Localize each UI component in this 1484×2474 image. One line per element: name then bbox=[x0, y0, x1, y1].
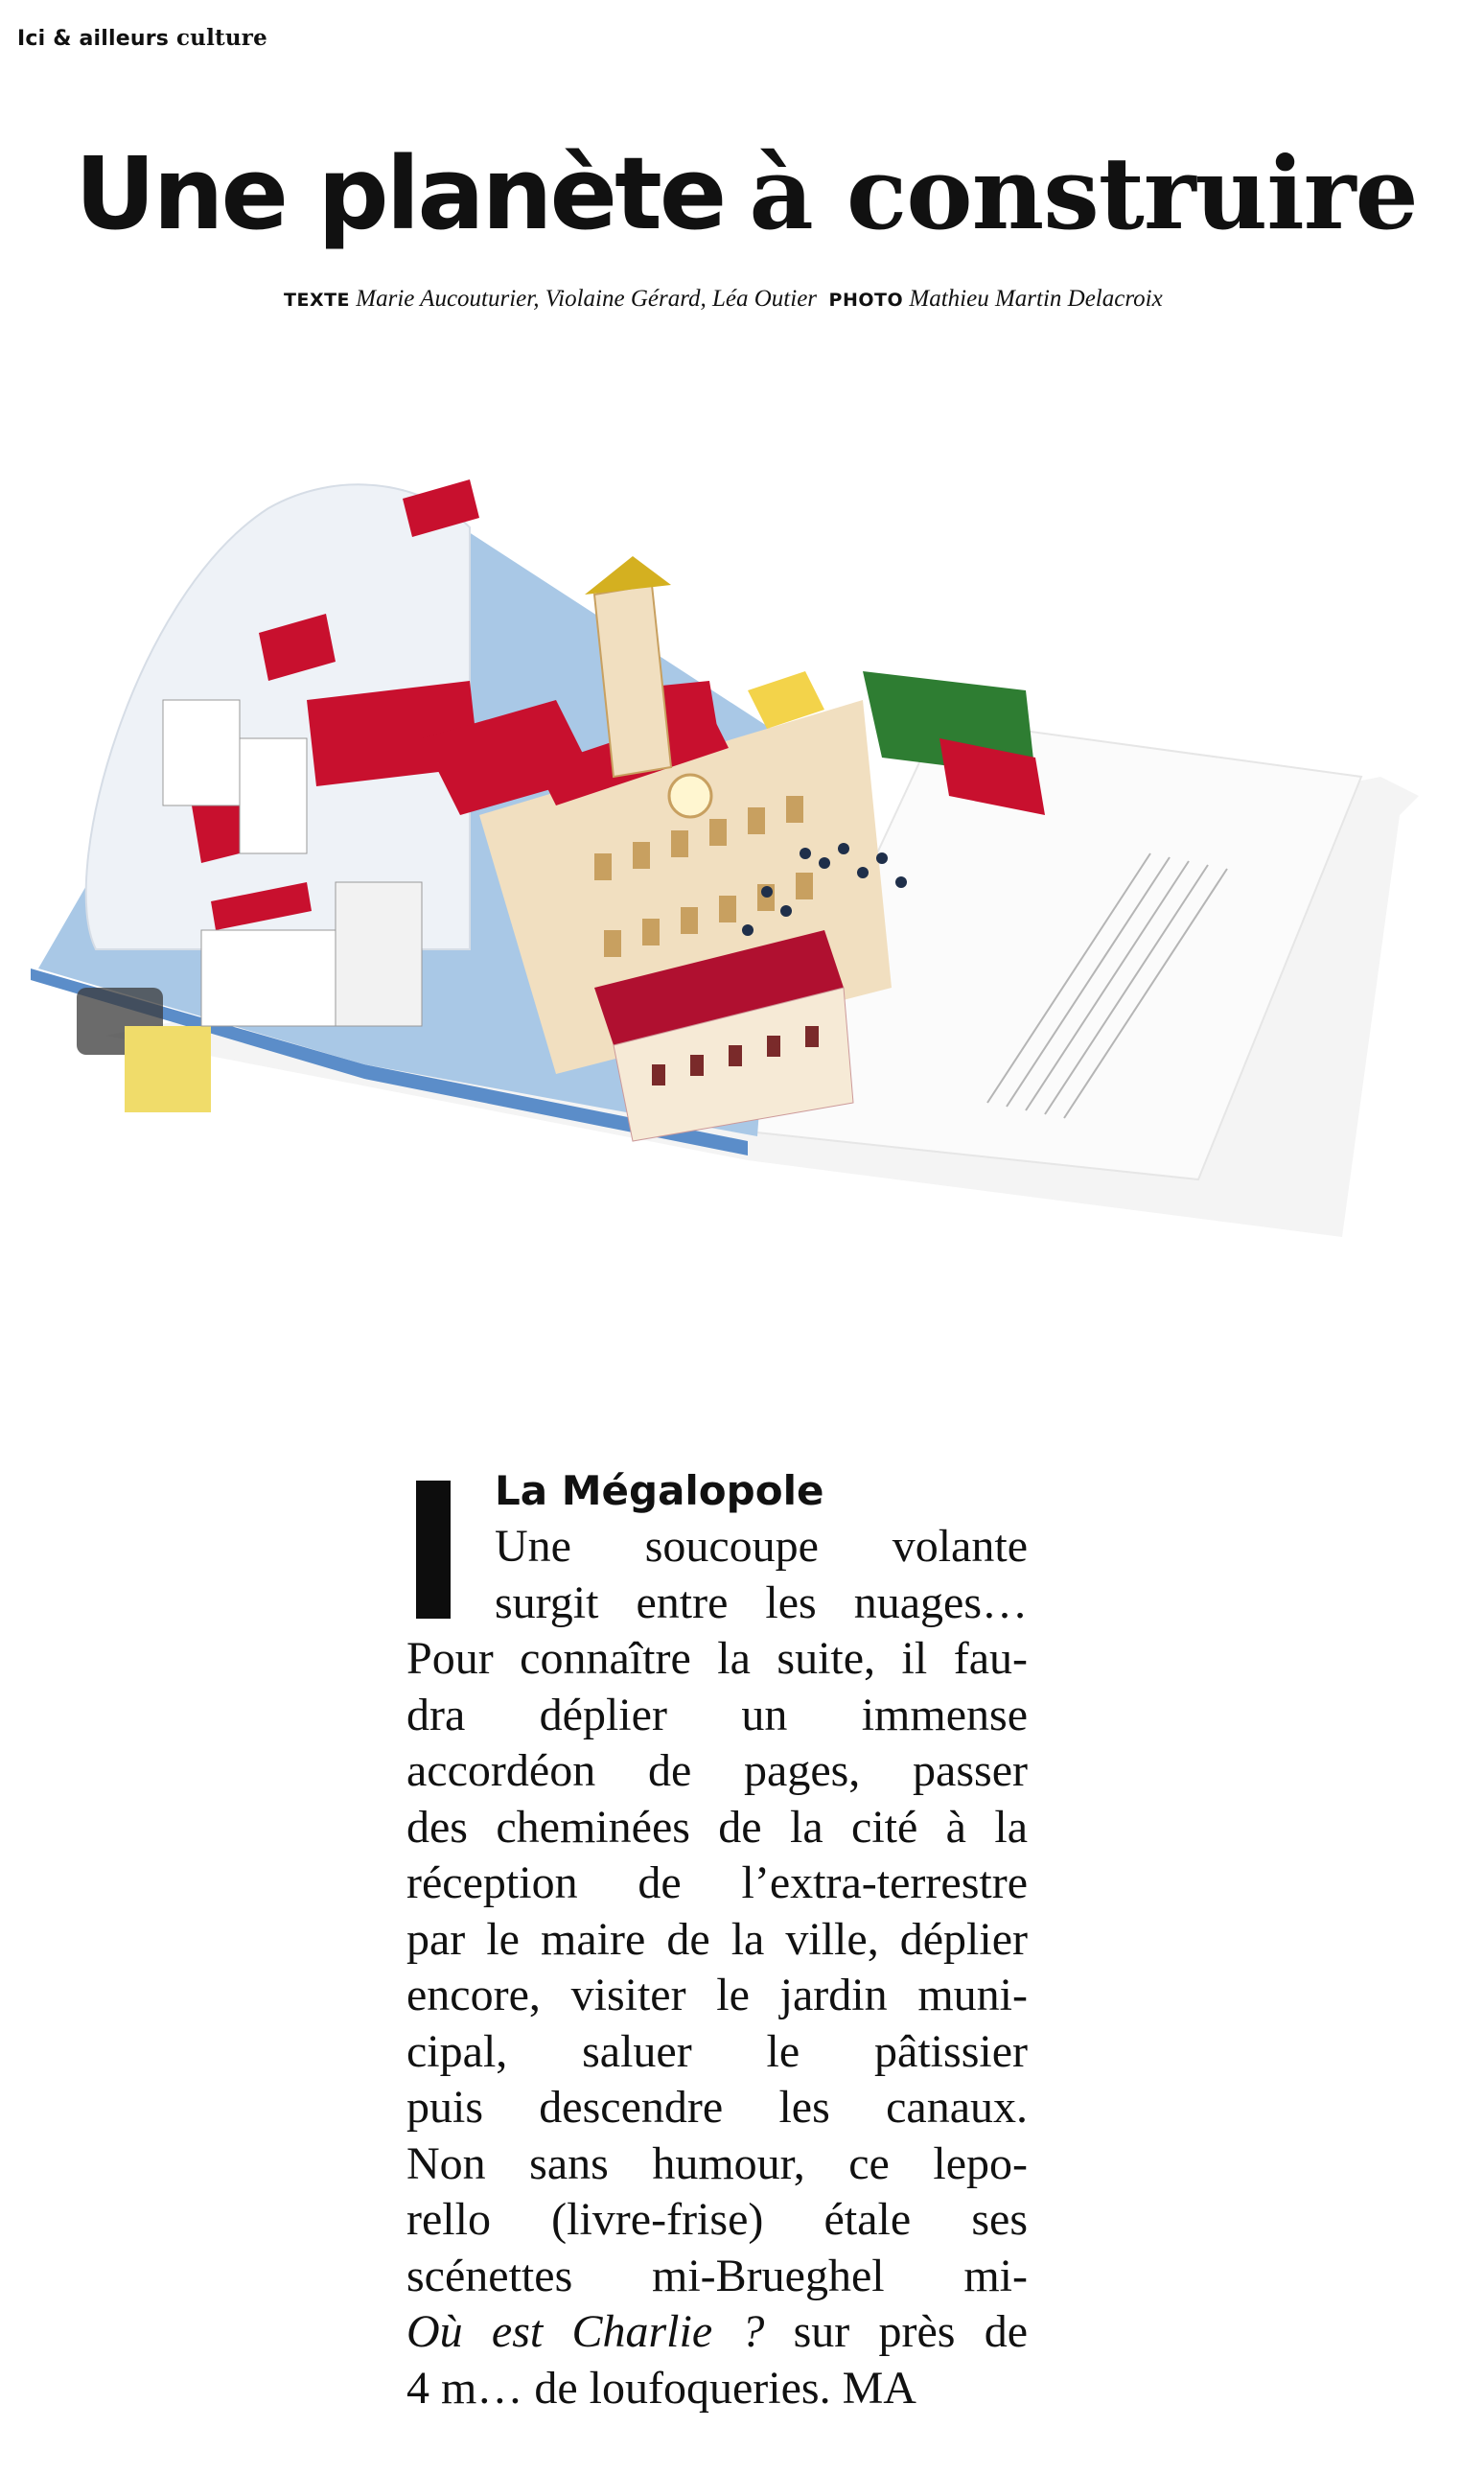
text-line-rest: sur près de bbox=[764, 2306, 1028, 2357]
photo-credit-label: PHOTO bbox=[828, 290, 904, 311]
text-line: scénettes mi-Brueghel mi- bbox=[406, 2250, 1028, 2301]
article-paragraph bbox=[406, 1519, 1028, 2416]
clock bbox=[669, 775, 711, 817]
section-kicker bbox=[17, 25, 267, 51]
text-credit-authors: Marie Aucouturier, Violaine Gérard, Léa Outier bbox=[356, 286, 818, 312]
article-title bbox=[75, 134, 1455, 252]
title-part-1: Une planète bbox=[75, 135, 725, 252]
italic-title: Où est Charlie ? bbox=[406, 2306, 765, 2357]
tower-roof bbox=[585, 556, 671, 595]
curl-yellow-panel bbox=[125, 1026, 211, 1112]
text-line: Non sans humour, ce lepo- bbox=[406, 2137, 1028, 2189]
text-line: dra déplier un immense bbox=[406, 1689, 1028, 1740]
text-line: Pour connaître la suite, il fau- bbox=[406, 1633, 1028, 1684]
drop-cap bbox=[416, 1481, 451, 1619]
building bbox=[201, 930, 336, 1026]
text-line bbox=[406, 2304, 1028, 2361]
text-line: des cheminées de la cité à la bbox=[406, 1801, 1028, 1853]
text-credit-label: TEXTE bbox=[284, 290, 351, 311]
building bbox=[240, 738, 307, 853]
title-part-2: à construire bbox=[749, 134, 1418, 252]
text-line: rello (livre-frise) étale ses bbox=[406, 2194, 1028, 2245]
pop-up-book-photo bbox=[19, 451, 1438, 1352]
text-line: cipal, saluer le pâtissier bbox=[406, 2025, 1028, 2077]
article-subhead: La Mégalopole bbox=[495, 1467, 824, 1514]
photo-credit-author: Mathieu Martin Delacroix bbox=[909, 286, 1163, 312]
text-line: par le maire de la ville, déplier bbox=[406, 1913, 1028, 1965]
article-body bbox=[406, 1463, 1028, 2416]
text-line: réception de l’extra-terrestre bbox=[406, 1857, 1028, 1908]
text-line: surgit entre les nuages… bbox=[495, 1576, 1028, 1628]
text-line-last: 4 m… de loufoqueries. MA bbox=[406, 2362, 916, 2414]
building bbox=[336, 882, 422, 1026]
section-name: culture bbox=[175, 25, 267, 51]
text-line: Une soucoupe volante bbox=[495, 1521, 1028, 1572]
text-line: accordéon de pages, passer bbox=[406, 1745, 1028, 1796]
building bbox=[163, 700, 240, 805]
text-line: puis descendre les canaux. bbox=[406, 2082, 1028, 2133]
credits-line bbox=[284, 286, 1163, 313]
section-prefix: Ici & ailleurs bbox=[17, 27, 170, 51]
text-line: encore, visiter le jardin muni- bbox=[406, 1970, 1028, 2020]
